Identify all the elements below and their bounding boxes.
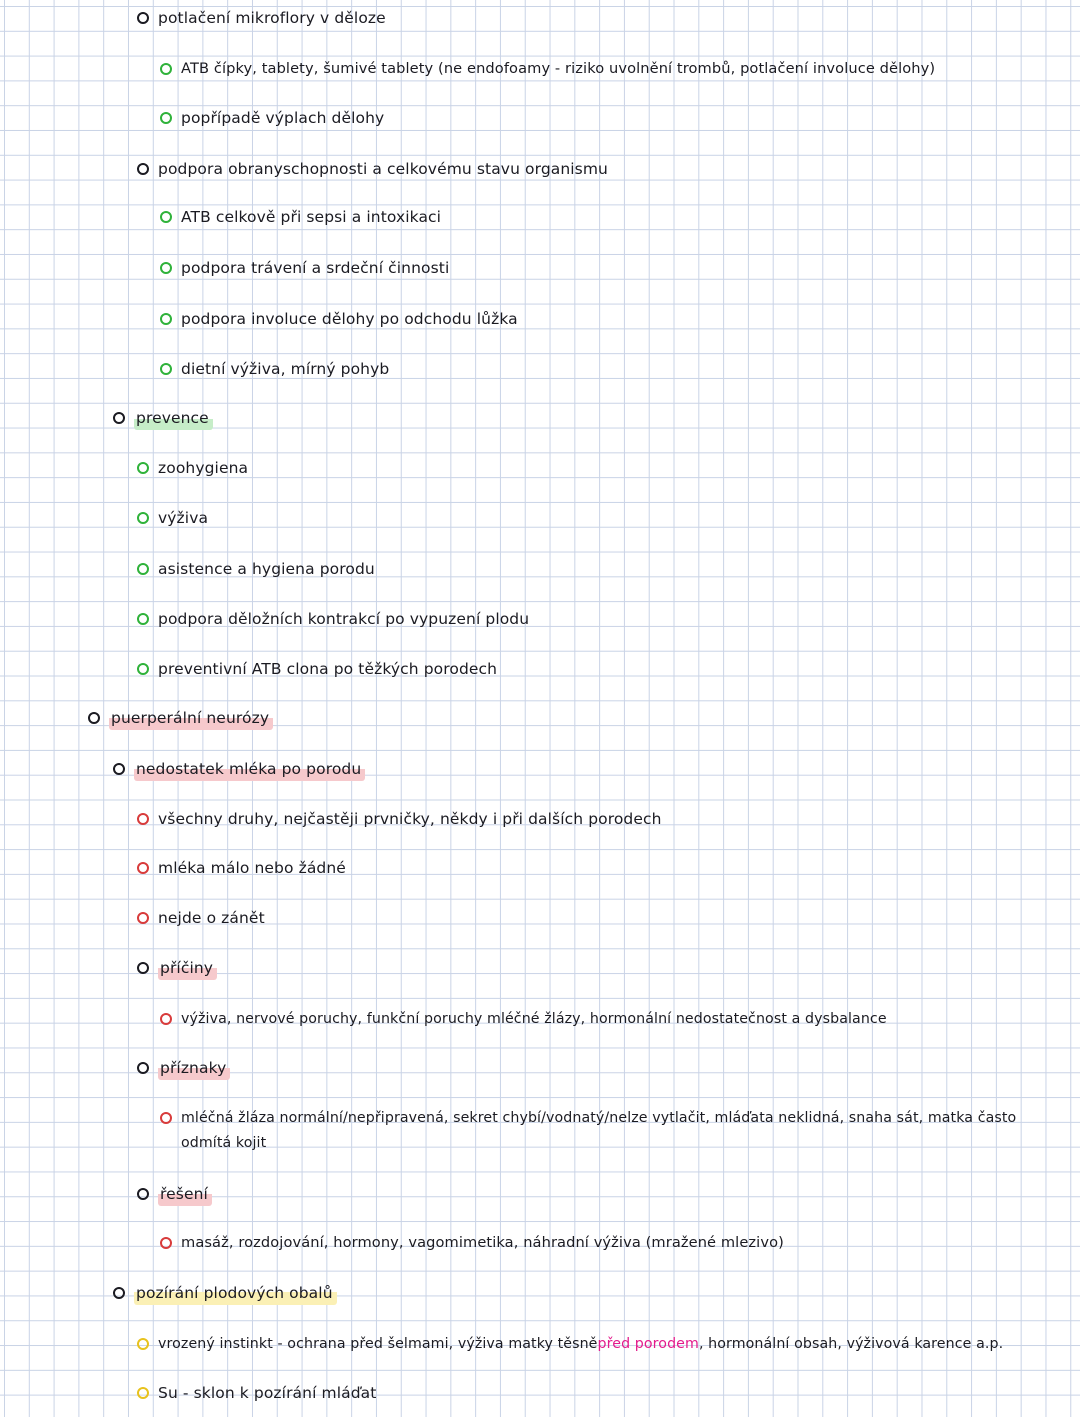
bullet-icon [160, 211, 172, 223]
note-text: dietní výživa, mírný pohyb [181, 360, 390, 378]
note-line [137, 456, 248, 480]
note-heading [113, 1281, 337, 1305]
note-line [137, 906, 265, 930]
bullet-icon [137, 962, 149, 974]
bullet-icon [160, 262, 172, 274]
bullet-icon [160, 313, 172, 325]
bullet-icon [137, 563, 149, 575]
note-text: mléčná žláza normální/nepřipravená, sekret chybí/vodnatý/nelze vytlačit, mláďata neklidná, snaha sát, matka často odmítá kojit [181, 1110, 1017, 1151]
bullet-icon [160, 112, 172, 124]
note-line [160, 106, 384, 130]
bullet-icon [137, 512, 149, 524]
note-text: podpora trávení a srdeční činnosti [181, 259, 450, 277]
bullet-icon [113, 412, 125, 424]
note-line [137, 657, 497, 681]
heading-text: příznaky [158, 1056, 230, 1080]
note-line [160, 1106, 1070, 1156]
note-line [160, 307, 518, 331]
note-text: masáž, rozdojování, hormony, vagomimetika, náhradní výživa (mražené mlezivo) [181, 1234, 784, 1251]
note-line [137, 607, 529, 631]
bullet-icon [160, 363, 172, 375]
bullet-icon [113, 763, 125, 775]
bullet-icon [137, 1338, 149, 1350]
bullet-icon [137, 613, 149, 625]
note-text: výživa [158, 509, 209, 527]
note-heading [113, 406, 213, 430]
heading-text: příčiny [158, 956, 217, 980]
note-line [160, 57, 935, 81]
note-line [137, 856, 346, 880]
bullet-icon [160, 1112, 172, 1124]
note-line [160, 1007, 887, 1031]
note-text: , hormonální obsah, výživová karence a.p. [698, 1336, 1004, 1352]
note-text: podpora obranyschopnosti a celkovému stavu organismu [158, 160, 608, 178]
bullet-icon [137, 1188, 149, 1200]
bullet-icon [137, 912, 149, 924]
note-text: podpora involuce dělohy po odchodu lůžka [181, 310, 518, 328]
note-line [137, 557, 375, 581]
note-line [137, 506, 208, 530]
note-text: výživa, nervové poruchy, funkční poruchy mléčné žlázy, hormonální nedostatečnost a dysbalance [181, 1011, 887, 1027]
note-heading [137, 1182, 212, 1206]
bullet-icon [137, 1062, 149, 1074]
note-text: ATB čípky, tablety, šumivé tablety (ne endofoamy - riziko uvolnění trombů, potlačení involuce dělohy) [181, 60, 936, 77]
note-text: podpora děložních kontrakcí po vypuzení plodu [158, 610, 530, 628]
note-text: zoohygiena [158, 459, 249, 477]
note-line [160, 357, 389, 381]
note-line [160, 205, 441, 229]
note-line [137, 157, 608, 181]
note-text: preventivní ATB clona po těžkých porodech [158, 660, 498, 678]
heading-text: nedostatek mléka po porodu [134, 757, 365, 781]
heading-text: řešení [158, 1182, 212, 1206]
bullet-icon [160, 63, 172, 75]
bullet-icon [137, 1387, 149, 1399]
note-text: vrozený instinkt - ochrana před šelmami, výživa matky těsně [158, 1336, 598, 1352]
note-line [137, 6, 386, 30]
note-line [160, 256, 449, 280]
bullet-icon [160, 1013, 172, 1025]
note-text: ATB celkově při sepsi a intoxikaci [181, 208, 442, 226]
note-text: mléka málo nebo žádné [158, 859, 346, 877]
note-text: popřípadě výplach dělohy [181, 109, 385, 127]
note-text: asistence a hygiena porodu [158, 560, 375, 578]
heading-text: puerperální neurózy [109, 706, 273, 730]
bullet-icon [160, 1237, 172, 1249]
bullet-icon [137, 462, 149, 474]
note-text: všechny druhy, nejčastěji prvničky, někdy i při dalších porodech [158, 810, 662, 828]
bullet-icon [137, 663, 149, 675]
bullet-icon [113, 1287, 125, 1299]
note-heading [88, 706, 273, 730]
bullet-icon [137, 862, 149, 874]
note-text: potlačení mikroflory v děloze [158, 9, 386, 27]
note-text: nejde o zánět [158, 909, 265, 927]
note-line [137, 1332, 1003, 1356]
bullet-icon [137, 12, 149, 24]
bullet-icon [137, 813, 149, 825]
note-text: Su - sklon k pozírání mláďat [158, 1384, 377, 1402]
note-line [137, 1381, 376, 1405]
note-heading [113, 757, 365, 781]
bullet-icon [137, 163, 149, 175]
note-heading [137, 1056, 230, 1080]
note-heading [137, 956, 217, 980]
note-line [160, 1231, 784, 1255]
bullet-icon [88, 712, 100, 724]
highlighted-phrase: před porodem [597, 1336, 699, 1352]
heading-text: pozírání plodových obalů [134, 1281, 337, 1305]
heading-text: prevence [134, 406, 213, 430]
note-line [137, 807, 662, 831]
